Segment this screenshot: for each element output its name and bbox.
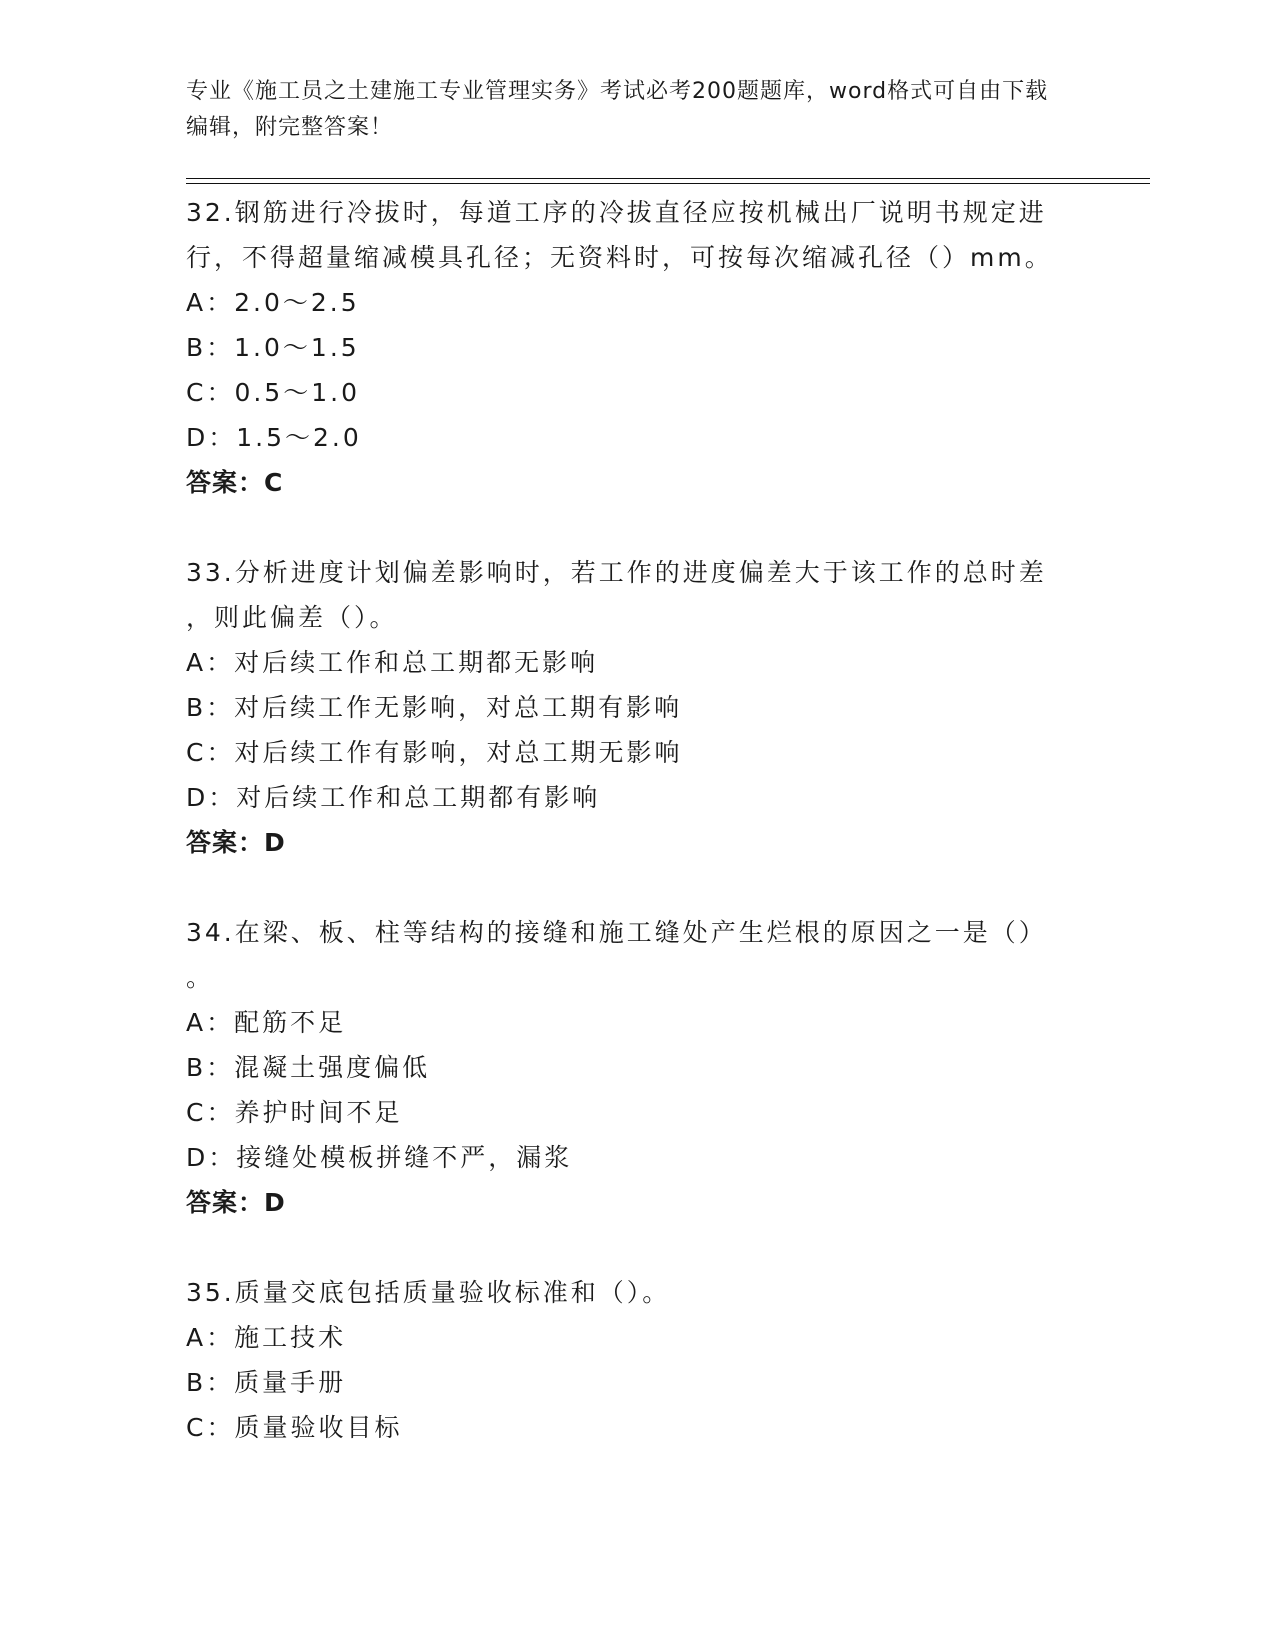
- question-stem-line: 行，不得超量缩减模具孔径；无资料时，可按每次缩减孔径（）mm。: [186, 243, 1053, 272]
- option-a: A：施工技术: [186, 1323, 347, 1352]
- option-d: D：接缝处模板拼缝不严，漏浆: [186, 1143, 573, 1172]
- option-c: C：质量验收目标: [186, 1413, 403, 1442]
- question-list: [186, 190, 1086, 1495]
- option-c: C：对后续工作有影响，对总工期无影响: [186, 738, 683, 767]
- option-a: A：配筋不足: [186, 1008, 347, 1037]
- answer: 答案：C: [186, 468, 284, 497]
- question-32: [186, 190, 1086, 505]
- option-b: B：对后续工作无影响，对总工期有影响: [186, 693, 683, 722]
- option-b: B：1.0～1.5: [186, 333, 360, 362]
- option-c: C：0.5～1.0: [186, 378, 360, 407]
- option-a: A：对后续工作和总工期都无影响: [186, 648, 599, 677]
- question-stem-line: 32.钢筋进行冷拔时，每道工序的冷拔直径应按机械出厂说明书规定进: [186, 198, 1047, 227]
- question-35: [186, 1270, 1086, 1450]
- answer: 答案：D: [186, 828, 286, 857]
- question-stem-line: 。: [186, 963, 215, 992]
- option-d: D：对后续工作和总工期都有影响: [186, 783, 601, 812]
- question-33: [186, 550, 1086, 865]
- answer: 答案：D: [186, 1188, 286, 1217]
- question-stem-line: 35.质量交底包括质量验收标准和（）。: [186, 1278, 671, 1307]
- question-stem-line: 34.在梁、板、柱等结构的接缝和施工缝处产生烂根的原因之一是（）: [186, 918, 1047, 947]
- question-stem-line: 33.分析进度计划偏差影响时，若工作的进度偏差大于该工作的总时差: [186, 558, 1047, 587]
- header-rule-bottom: [186, 183, 1150, 184]
- option-b: B：质量手册: [186, 1368, 347, 1397]
- option-c: C：养护时间不足: [186, 1098, 403, 1127]
- option-b: B：混凝土强度偏低: [186, 1053, 431, 1082]
- question-34: [186, 910, 1086, 1225]
- question-stem-line: ，则此偏差（）。: [186, 603, 398, 632]
- header-rule-top: [186, 178, 1150, 179]
- option-d: D：1.5～2.0: [186, 423, 362, 452]
- document-header: 专业《施工员之土建施工专业管理实务》考试必考200题题库，word格式可自由下载编辑，附完整答案！: [186, 79, 1049, 140]
- option-a: A：2.0～2.5: [186, 288, 360, 317]
